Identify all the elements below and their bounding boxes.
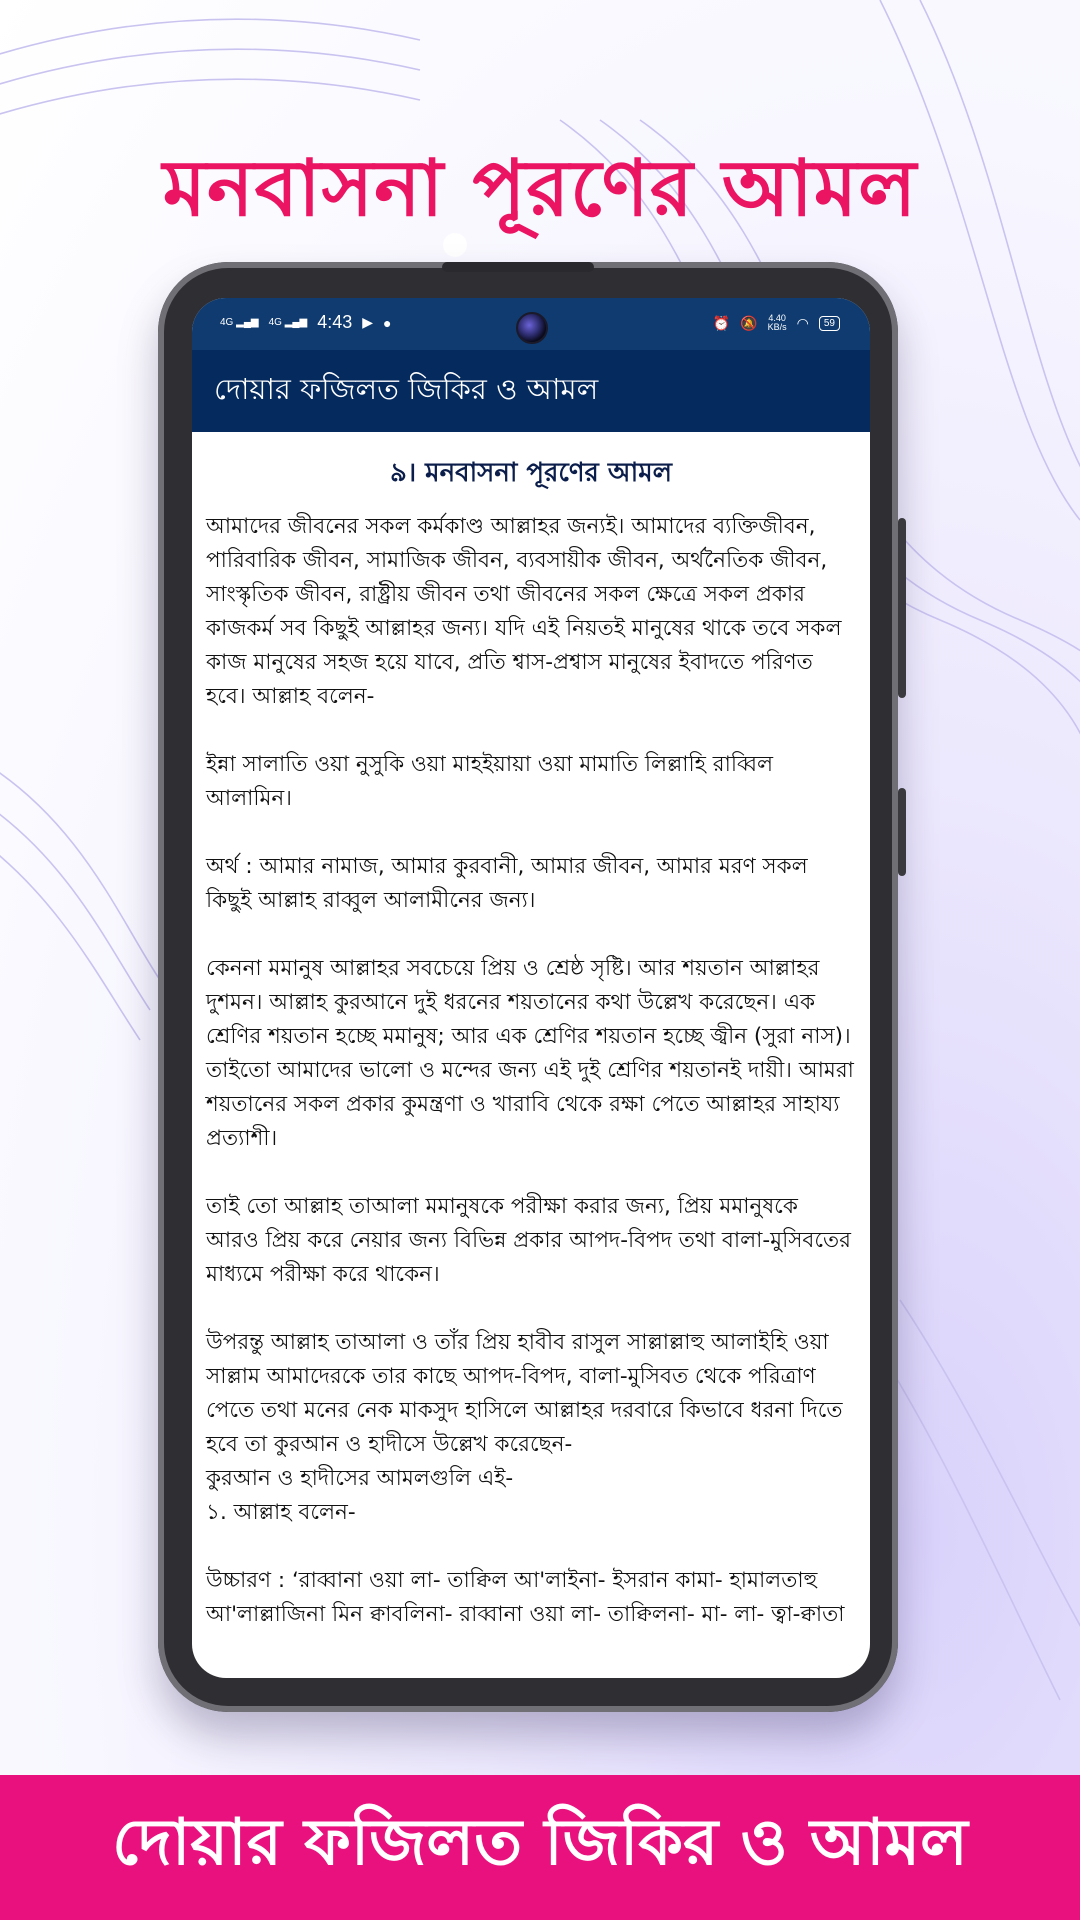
article-paragraph: ইন্না সালাতি ওয়া নুসুকি ওয়া মাহইয়ায়া ওয়া মামাতি লিল্লাহি রাব্বিল আলামিন।	[206, 752, 774, 811]
footer-banner	[0, 1775, 1080, 1920]
status-right	[713, 314, 840, 332]
footer-banner-text: দোয়ার ফজিলত জিকির ও আমল	[112, 1806, 968, 1880]
phone-speaker-slot	[442, 262, 594, 272]
signal-icon: 4G ▂▄▆	[220, 316, 259, 328]
app-bar-title: দোয়ার ফজিলত জিকির ও আমল	[214, 371, 599, 406]
status-left	[220, 312, 391, 333]
article-paragraph: উচ্চারণ : ‘রাব্বানা ওয়া লা- তাক্বিল আ'লাইনা- ইসরান কামা- হামালতাহু আ'লাল্লাজিনা মিন ক্বাবলিনা- রাব্বানা ওয়া লা- তাক্বিলনা- মা- লা- ত্বা-ক্বাতা	[206, 1568, 845, 1627]
app-bar	[192, 350, 870, 432]
article-paragraph: তাই তো আল্লাহ তাআলা মমানুষকে পরীক্ষা করার জন্য, প্রিয় মমানুষকে আরও প্রিয় করে নেয়ার জন্য বিভিন্ন প্রকার আপদ-বিপদ তথা বালা-মুসিবতের মাধ্যমে পরীক্ষা করে থাকেন।	[206, 1194, 851, 1287]
article-body	[192, 510, 870, 1632]
data-speed: 4.40 KB/s	[767, 313, 787, 332]
article-title: ৯। মনবাসনা পূরণের আমল	[389, 458, 673, 488]
article-content[interactable]	[192, 432, 870, 1678]
battery-icon: 59	[819, 316, 840, 331]
article-paragraph: অর্থ : আমার নামাজ, আমার কুরবানী, আমার জীবন, আমার মরণ সকল কিছুই আল্লাহ রাব্বুল আলামীনের জন্য।	[206, 854, 808, 913]
signal-icon: 4G ▂▄▆	[268, 316, 308, 328]
wifi-icon: ◠	[796, 314, 809, 331]
article-paragraph: আমাদের জীবনের সকল কর্মকাণ্ড আল্লাহর জন্যই। আমাদের ব্যক্তিজীবন, পারিবারিক জীবন, সামাজিক জীবন, ব্যবসায়ীক জীবন, অর্থনৈতিক জীবন, সাংস্কৃতিক জীবন, রাষ্ট্রীয় জীবন তথা জীবনের সকল ক্ষেত্রে সকল প্রকার কাজকর্ম সব কিছুই আল্লাহর জন্য। যদি এই নিয়তই মানুষের থাকে তবে সকল কাজ মানুষের সহজ হয়ে যাবে, প্রতি শ্বাস-প্রশ্বাস মানুষের ইবাদতে পরিণত হবে। আল্লাহ বলেন-	[206, 514, 842, 709]
phone-power-button	[898, 788, 906, 876]
status-time: 4:43	[317, 312, 353, 332]
promo-headline: মনবাসনা পূরণের আমল	[162, 144, 918, 234]
article-paragraph: ১. আল্লাহ বলেন-	[206, 1500, 356, 1525]
phone-volume-button	[898, 518, 906, 698]
message-icon: ●	[383, 314, 392, 331]
article-paragraph: কুরআন ও হাদীসের আমলগুলি এই-	[206, 1466, 514, 1491]
youtube-icon: ▶	[362, 314, 374, 330]
status-bar	[192, 298, 870, 350]
alarm-icon: ⏰	[712, 314, 731, 331]
phone-screen	[192, 298, 870, 1678]
front-camera	[516, 312, 548, 344]
article-paragraph: কেননা মমানুষ আল্লাহর সবচেয়ে প্রিয় ও শ্রেষ্ঠ সৃষ্টি। আর শয়তান আল্লাহর দুশমন। আল্লাহ কুরআনে দুই ধরনের শয়তানের কথা উল্লেখ করেছেন। এক শ্রেণির শয়তান হচ্ছে মমানুষ; আর এক শ্রেণির শয়তান হচ্ছে জ্বীন (সুরা নাস)। তাইতো আমাদের ভালো ও মন্দের জন্য এই দুই শ্রেণির শয়তানই দায়ী। আমরা শয়তানের সকল প্রকার কুমন্ত্রণা ও খারাবি থেকে রক্ষা পেতে আল্লাহর সাহায্য প্রত্যাশী।	[206, 956, 854, 1151]
article-paragraph: উপরন্তু আল্লাহ তাআলা ও তাঁর প্রিয় হাবীব রাসুল সাল্লাল্লাহু আলাইহি ওয়া সাল্লাম আমাদেরকে তার কাছে আপদ-বিপদ, বালা-মুসিবত থেকে পরিত্রাণ পেতে তথা মনের নেক মাকসুদ হাসিলে আল্লাহর দরবারে কিভাবে ধরনা দিতে হবে তা কুরআন ও হাদীসে উল্লেখ করেছেন-	[206, 1330, 843, 1457]
mute-icon: 🔕	[740, 314, 758, 331]
